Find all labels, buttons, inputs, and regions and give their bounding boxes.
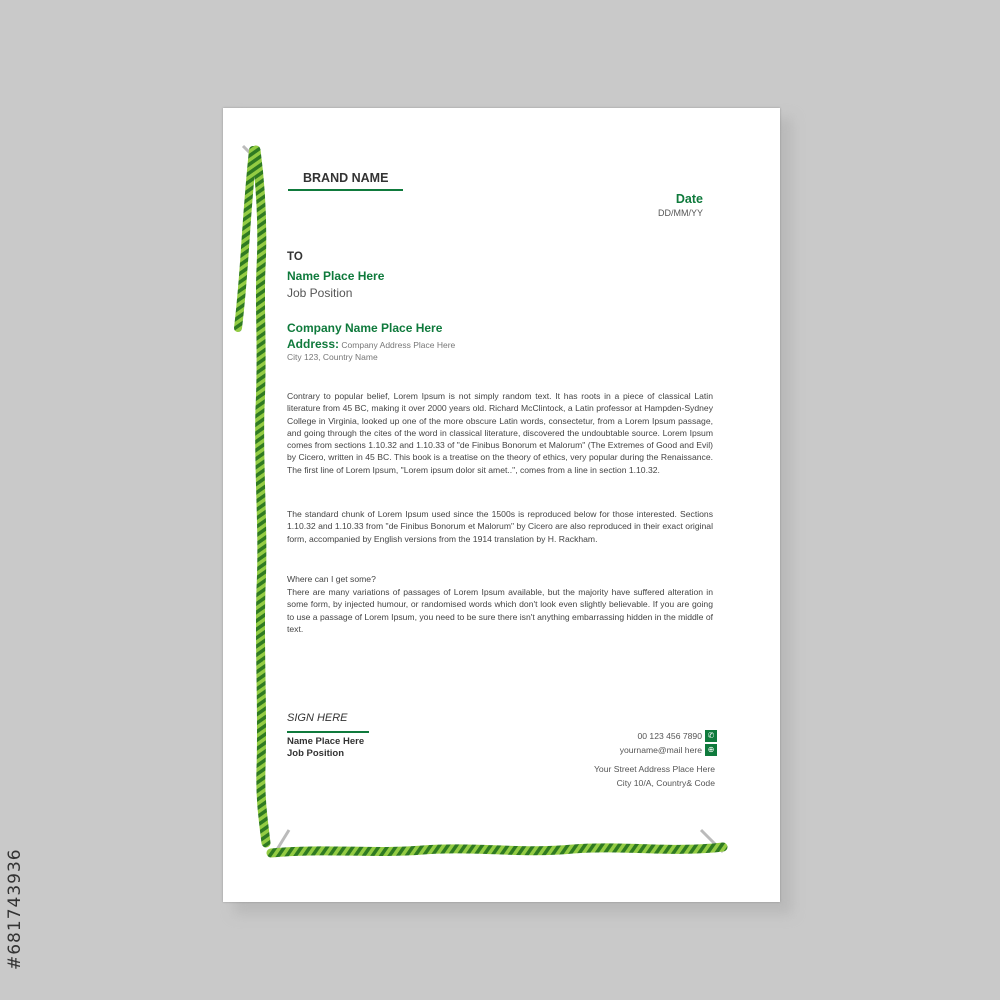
company-name: Company Name Place Here xyxy=(287,321,443,335)
email-address: yourname@mail here xyxy=(619,745,702,755)
recipient-name: Name Place Here xyxy=(287,269,385,283)
contact-email xyxy=(620,744,717,756)
phone-number: 00 123 456 7890 xyxy=(637,731,702,741)
date-value: DD/MM/YY xyxy=(658,208,703,218)
signer-job: Job Position xyxy=(287,748,344,759)
sender-city: City 10/A, Country& Code xyxy=(616,778,715,788)
recipient-city: City 123, Country Name xyxy=(287,352,378,362)
signer-name: Name Place Here xyxy=(287,736,365,747)
body-paragraph-2: The standard chunk of Lorem Ipsum used since the 1500s is reproduced below for those interested. Sections 1.10.32 and 1.10.33 from "de Finibus Bonorum et Malorum" by Cicero are also reproduced in their exact original form, accompanied by English versions from the 1914 translation by H. Rackham. xyxy=(287,509,713,544)
body-paragraph-3: There are many variations of passages of Lorem Ipsum available, but the majority have suffered alteration in some form, by injected humour, or randomised words which don't look even slightly believable. If you are going to use a passage of Lorem Ipsum, you need to be sure there isn't anything embarrassing hidden in the middle of text. xyxy=(287,587,713,634)
side-image-id: #681743936 xyxy=(5,848,25,970)
letterhead-page xyxy=(223,108,780,902)
to-label: TO xyxy=(287,251,303,263)
address-line xyxy=(287,337,455,351)
sign-here-label: SIGN HERE xyxy=(287,712,348,724)
phone-icon: ✆ xyxy=(705,730,717,742)
body-paragraph-1: Contrary to popular belief, Lorem Ipsum is not simply random text. It has roots in a piece of classical Latin literature from 45 BC, making it over 2000 years old. Richard McClintock, a Latin professor at Hampden-Sydney College in Virginia, looked up one of the more obscure Latin words, consectetur, from a Lorem Ipsum passage, and going through the cites of the word in classical literature, discovered the undoubtable source. Lorem Ipsum comes from sections 1.10.32 and 1.10.33 of "de Finibus Bonorum et Malorum" (The Extremes of Good and Evil) by Cicero, written in 45 BC. This book is a treatise on the theory of ethics, very popular during the Renaissance. The first line of Lorem Ipsum, "Lorem ipsum dolor sit amet..", comes from a line in section 1.10.32. xyxy=(287,391,713,475)
address-label: Address: xyxy=(287,337,340,351)
date-label: Date xyxy=(675,192,703,206)
contact-phone xyxy=(637,730,717,742)
globe-icon: ⊕ xyxy=(705,744,717,756)
brand-underline xyxy=(288,189,403,191)
brand-name: BRAND NAME xyxy=(303,171,389,185)
signature-line xyxy=(287,731,369,733)
body-subheading: Where can I get some? xyxy=(287,574,376,584)
sender-street: Your Street Address Place Here xyxy=(593,764,715,774)
address-value: Company Address Place Here xyxy=(341,340,456,350)
recipient-job: Job Position xyxy=(287,286,353,300)
